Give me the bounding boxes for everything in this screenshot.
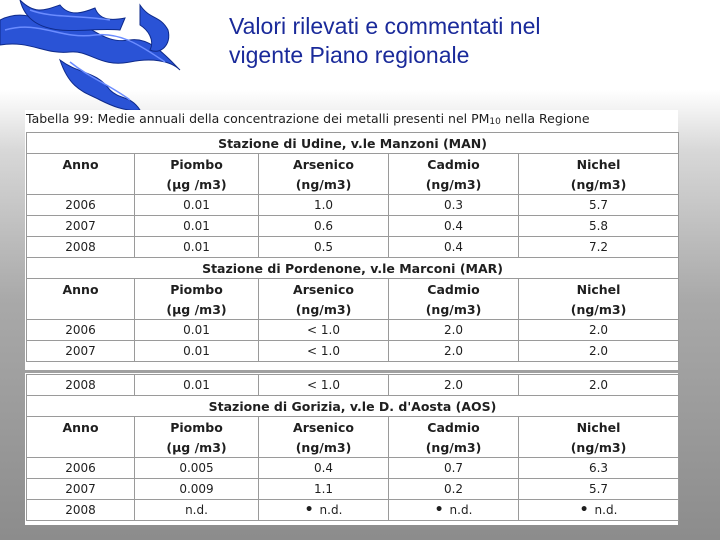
table-cell: 0.6 <box>259 216 389 237</box>
nd-marker: • <box>579 502 589 518</box>
column-unit <box>27 299 135 320</box>
station-header-row <box>27 258 679 279</box>
table-cell: 2.0 <box>389 341 519 362</box>
column-header: Nichel <box>519 417 679 438</box>
table-cell: 2007 <box>27 341 135 362</box>
table-cell: 0.3 <box>389 195 519 216</box>
column-header: Anno <box>27 417 135 438</box>
table-cell <box>389 500 519 521</box>
table-cell: 6.3 <box>519 458 679 479</box>
column-unit: (ng/m3) <box>389 437 519 458</box>
table-cell: 0.01 <box>135 237 259 258</box>
table-cell: 0.7 <box>389 458 519 479</box>
table-cell: 2.0 <box>519 341 679 362</box>
table-cell: 2006 <box>27 195 135 216</box>
table-caption <box>26 111 590 126</box>
column-header: Arsenico <box>259 279 389 300</box>
station-name: Stazione di Udine, v.le Manzoni (MAN) <box>27 133 679 154</box>
table-cell: 2.0 <box>519 375 679 396</box>
column-header: Arsenico <box>259 154 389 175</box>
caption-prefix: Tabella 99: Medie annuali della concentrazione dei metalli presenti nel PM <box>26 111 490 126</box>
table-cell: 1.0 <box>259 195 389 216</box>
column-header-row <box>27 154 679 175</box>
column-unit: (µg /m3) <box>135 299 259 320</box>
table-cell: 2.0 <box>389 375 519 396</box>
table-cell: 2006 <box>27 458 135 479</box>
column-unit: (ng/m3) <box>519 299 679 320</box>
column-header: Anno <box>27 279 135 300</box>
table-cell: 5.7 <box>519 479 679 500</box>
slide-title-line1: Valori rilevati e commentati nel <box>229 13 541 39</box>
column-header: Nichel <box>519 279 679 300</box>
column-unit: (ng/m3) <box>259 299 389 320</box>
column-unit: (µg /m3) <box>135 174 259 195</box>
table-cell: 5.7 <box>519 195 679 216</box>
cell-value: n.d. <box>319 503 343 517</box>
table-cell: 2006 <box>27 320 135 341</box>
column-unit: (ng/m3) <box>259 174 389 195</box>
table-row <box>27 216 679 237</box>
column-unit: (ng/m3) <box>389 174 519 195</box>
metals-table-part1 <box>26 132 679 362</box>
decorative-ornament <box>0 0 200 120</box>
table-cell: 0.4 <box>389 237 519 258</box>
table-cell: < 1.0 <box>259 320 389 341</box>
column-header: Cadmio <box>389 154 519 175</box>
metals-table-part2 <box>26 374 679 521</box>
caption-suffix: nella Regione <box>500 111 590 126</box>
column-header: Nichel <box>519 154 679 175</box>
table-cell: 0.01 <box>135 341 259 362</box>
column-header: Piombo <box>135 154 259 175</box>
table-cell: 0.01 <box>135 375 259 396</box>
nd-marker: • <box>304 502 314 518</box>
table-cell: 5.8 <box>519 216 679 237</box>
column-header: Anno <box>27 154 135 175</box>
caption-sub: 10 <box>489 117 501 127</box>
table-cell <box>519 500 679 521</box>
column-unit: (ng/m3) <box>389 299 519 320</box>
table-cell: 2008 <box>27 500 135 521</box>
table-row <box>27 500 679 521</box>
column-unit-row <box>27 299 679 320</box>
slide-title-line2: vigente Piano regionale <box>229 42 470 68</box>
table-row <box>27 195 679 216</box>
station-header-row <box>27 396 679 417</box>
table-row <box>27 479 679 500</box>
table-cell: 0.01 <box>135 216 259 237</box>
table-cell <box>259 500 389 521</box>
table-cell: < 1.0 <box>259 341 389 362</box>
table-cell: 2.0 <box>519 320 679 341</box>
station-name: Stazione di Gorizia, v.le D. d'Aosta (AOS) <box>27 396 679 417</box>
table-cell: 2008 <box>27 237 135 258</box>
table-cell: < 1.0 <box>259 375 389 396</box>
column-header-row <box>27 279 679 300</box>
table-cell: 7.2 <box>519 237 679 258</box>
table-row <box>27 320 679 341</box>
column-header: Piombo <box>135 279 259 300</box>
table-cell: 2007 <box>27 479 135 500</box>
column-header: Arsenico <box>259 417 389 438</box>
cell-value: n.d. <box>594 503 618 517</box>
table-cell: 0.01 <box>135 195 259 216</box>
table-row <box>27 458 679 479</box>
station-header-row <box>27 133 679 154</box>
slide-title <box>229 12 709 70</box>
station-name: Stazione di Pordenone, v.le Marconi (MAR) <box>27 258 679 279</box>
table-cell: 0.01 <box>135 320 259 341</box>
column-header: Cadmio <box>389 279 519 300</box>
column-unit: (ng/m3) <box>519 174 679 195</box>
column-unit <box>27 437 135 458</box>
table-row <box>27 375 679 396</box>
table-cell: 2008 <box>27 375 135 396</box>
column-unit: (µg /m3) <box>135 437 259 458</box>
column-header: Piombo <box>135 417 259 438</box>
nd-marker: • <box>434 502 444 518</box>
column-unit: (ng/m3) <box>259 437 389 458</box>
column-unit <box>27 174 135 195</box>
column-header-row <box>27 417 679 438</box>
table-cell: 0.2 <box>389 479 519 500</box>
column-unit-row <box>27 174 679 195</box>
column-header: Cadmio <box>389 417 519 438</box>
table-cell: 0.005 <box>135 458 259 479</box>
table-cell: 2.0 <box>389 320 519 341</box>
table-cell: 0.4 <box>389 216 519 237</box>
column-unit: (ng/m3) <box>519 437 679 458</box>
table-row <box>27 237 679 258</box>
table-cell: n.d. <box>135 500 259 521</box>
table-cell: 0.009 <box>135 479 259 500</box>
cell-value: n.d. <box>449 503 473 517</box>
table-cell: 2007 <box>27 216 135 237</box>
column-unit-row <box>27 437 679 458</box>
table-row <box>27 341 679 362</box>
table-cell: 0.4 <box>259 458 389 479</box>
table-cell: 1.1 <box>259 479 389 500</box>
table-cell: 0.5 <box>259 237 389 258</box>
